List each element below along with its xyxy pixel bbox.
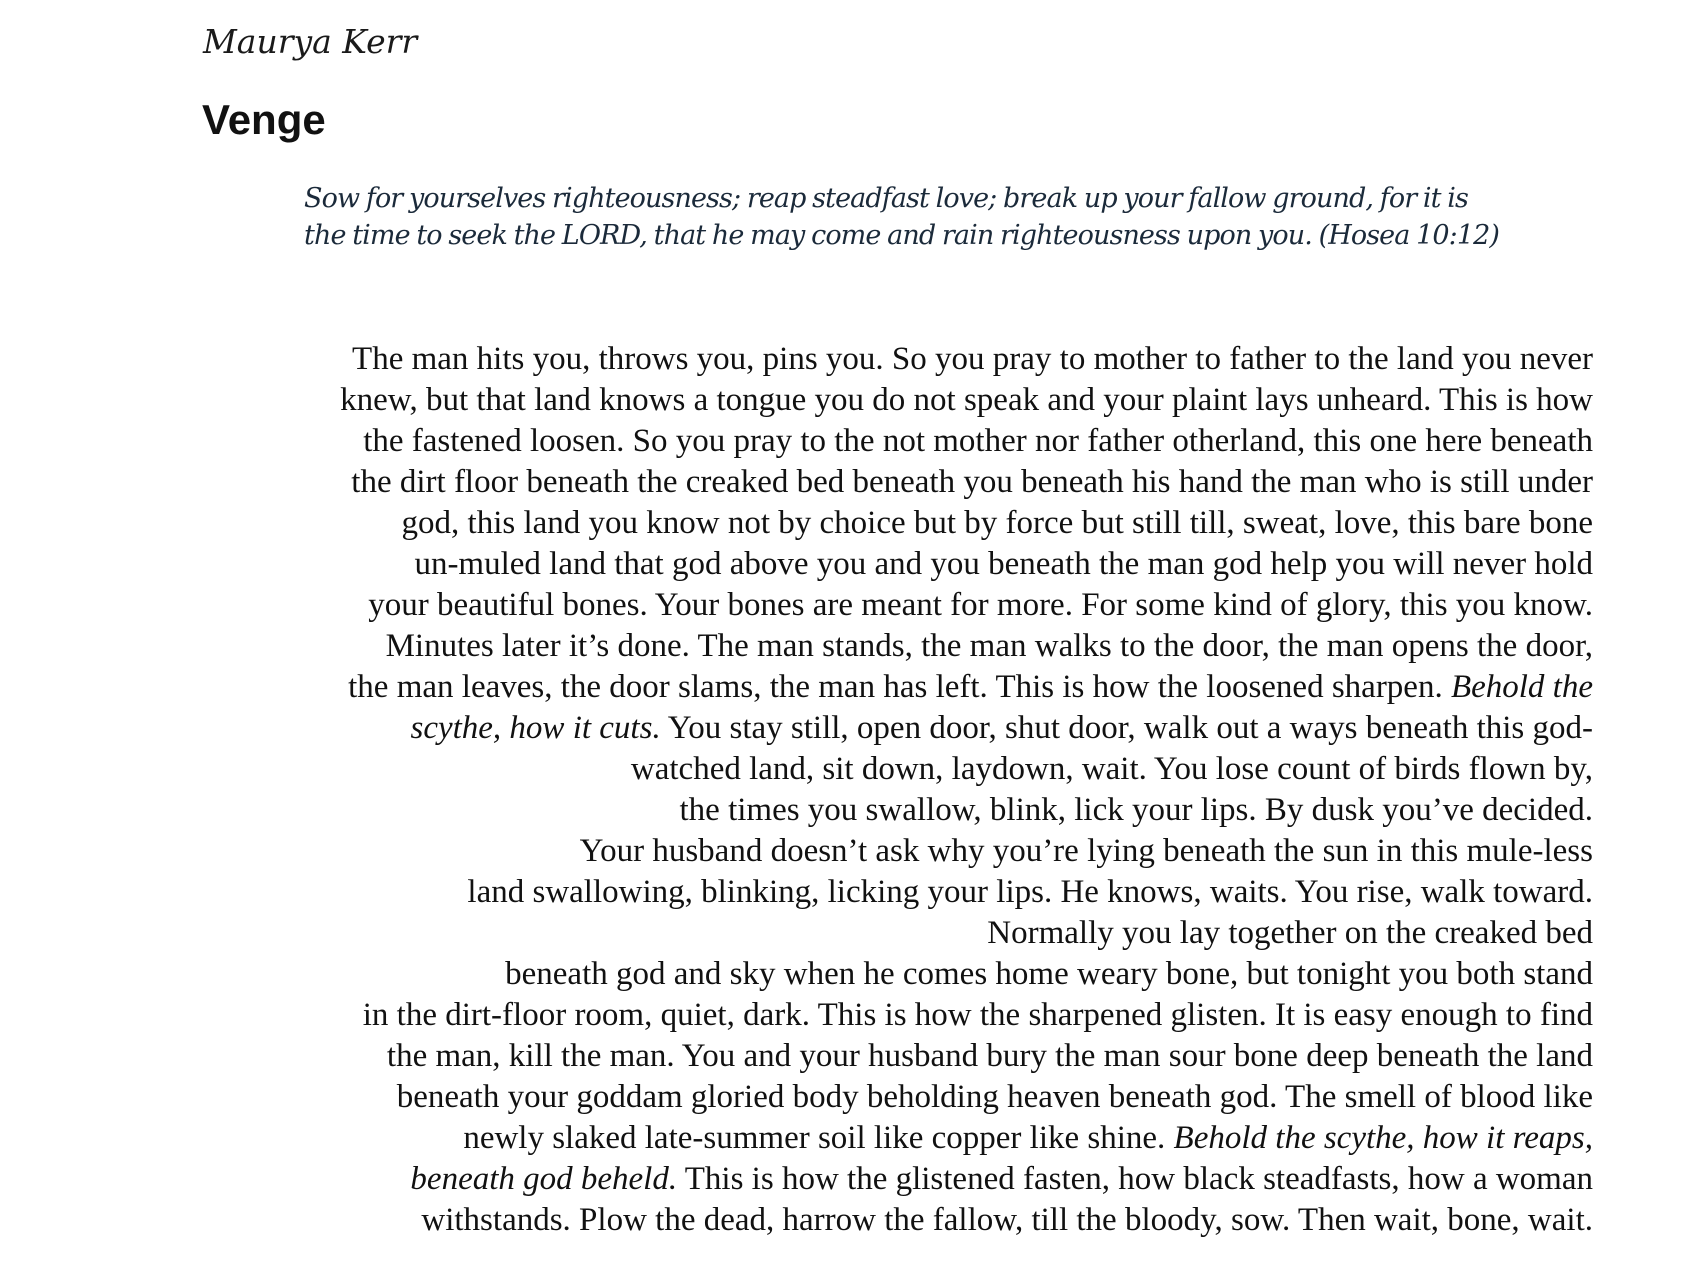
poem-line: the man, kill the man. You and your husband bury the man sour bone deep beneath the land	[386, 1038, 1593, 1074]
poem-line: Minutes later it’s done. The man stands, the man walks to the door, the man opens the door,	[385, 628, 1593, 664]
poem-line-italic: scythe, how it cuts.	[410, 710, 661, 746]
poem-line-text: the man leaves, the door slams, the man has left. This is how the loosened sharpen.	[348, 669, 1451, 705]
poem-line-italic: Behold the	[1450, 669, 1593, 705]
epigraph	[304, 180, 1604, 254]
poem-body	[150, 339, 1593, 1241]
epigraph-line: Sow for yourselves righteousness; reap steadfast love; break up your fallow ground, for it is	[304, 183, 1468, 214]
poem-line	[150, 667, 1593, 708]
poem-line-text: You stay still, open door, shut door, walk out a ways beneath this god-	[660, 710, 1593, 746]
poem-line-italic: beneath god beheld.	[410, 1161, 678, 1197]
poem-line: watched land, sit down, laydown, wait. You lose count of birds flown by,	[630, 751, 1593, 787]
author-name: Maurya Kerr	[203, 22, 418, 61]
poem-line: beneath god and sky when he comes home weary bone, but tonight you both stand	[505, 956, 1593, 992]
poem-line	[150, 708, 1593, 749]
poem-line: the times you swallow, blink, lick your lips. By dusk you’ve decided.	[679, 792, 1593, 828]
poem-line	[150, 1159, 1593, 1200]
poem-line: un-muled land that god above you and you beneath the man god help you will never hold	[414, 546, 1593, 582]
poem-line: Normally you lay together on the creaked bed	[987, 915, 1593, 951]
poem-line: withstands. Plow the dead, harrow the fallow, till the bloody, sow. Then wait, bone, wait.	[421, 1202, 1593, 1238]
poem-line: god, this land you know not by choice but by force but still till, sweat, love, this bare bone	[401, 505, 1593, 541]
poem-line: knew, but that land knows a tongue you do not speak and your plaint lays unheard. This is how	[340, 382, 1593, 418]
poem-line: The man hits you, throws you, pins you. So you pray to mother to father to the land you never	[352, 341, 1593, 377]
poem-line: land swallowing, blinking, licking your lips. He knows, waits. You rise, walk toward.	[467, 874, 1593, 910]
poem-line-text: This is how the glistened fasten, how black steadfasts, how a woman	[677, 1161, 1593, 1197]
poem-line	[150, 1118, 1593, 1159]
poem-line: the fastened loosen. So you pray to the not mother nor father otherland, this one here beneath	[363, 423, 1593, 459]
poem-title: Venge	[202, 96, 326, 143]
poem-line: Your husband doesn’t ask why you’re lying beneath the sun in this mule-less	[579, 833, 1593, 869]
epigraph-line: the time to seek the LORD, that he may come and rain righteousness upon you. (Hosea 10:12)	[304, 220, 1500, 251]
poem-line: in the dirt-floor room, quiet, dark. This is how the sharpened glisten. It is easy enough to find	[362, 997, 1593, 1033]
poem-line-text: newly slaked late-summer soil like copper like shine.	[463, 1120, 1174, 1156]
poem-line-italic: Behold the scythe, how it reaps,	[1173, 1120, 1593, 1156]
poem-line: the dirt floor beneath the creaked bed beneath you beneath his hand the man who is still under	[351, 464, 1593, 500]
poem-line: beneath your goddam gloried body beholding heaven beneath god. The smell of blood like	[396, 1079, 1593, 1115]
poem-line: your beautiful bones. Your bones are meant for more. For some kind of glory, this you know.	[368, 587, 1593, 623]
